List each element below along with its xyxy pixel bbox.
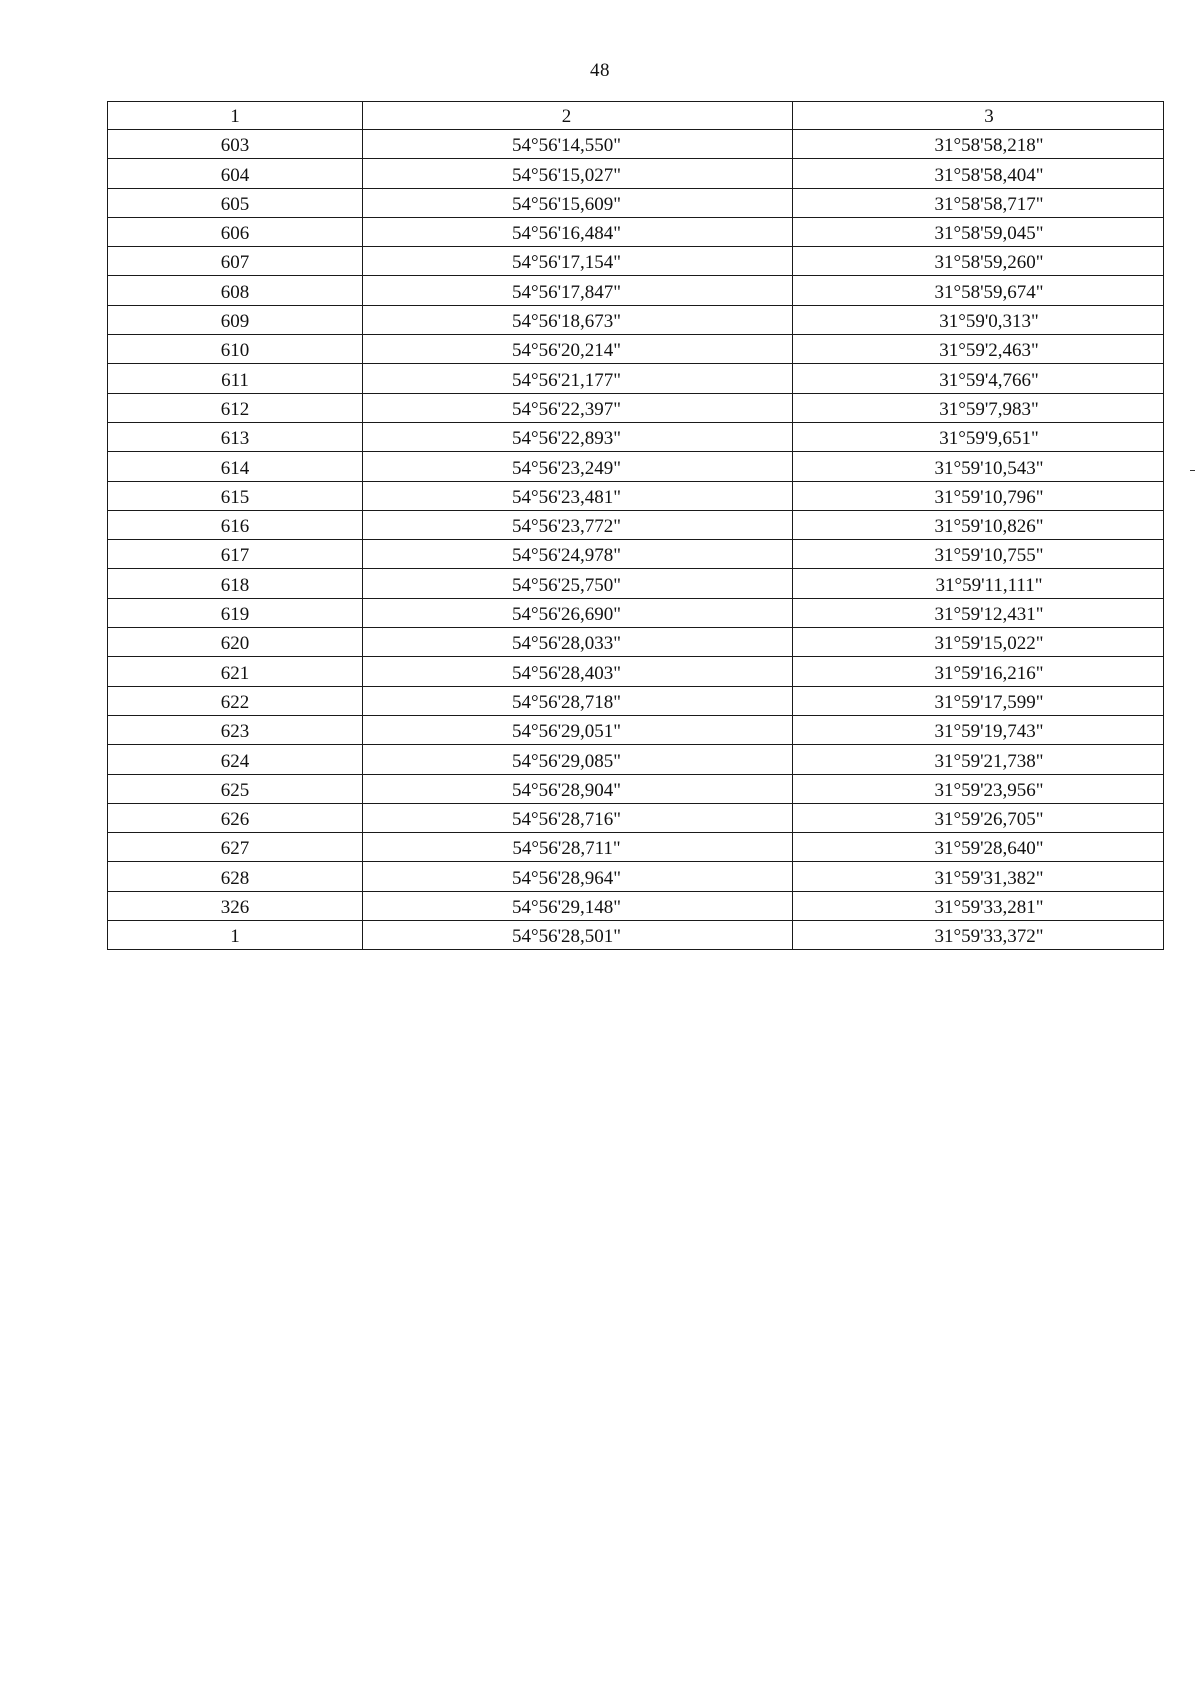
point-number-cell: 618 [108,569,363,598]
longitude-cell: 31°59'10,755" [793,540,1164,569]
latitude-cell: 54°56'18,673" [363,305,793,334]
latitude-cell: 54°56'24,978" [363,540,793,569]
longitude-cell: 31°59'10,826" [793,510,1164,539]
point-number-cell: 621 [108,657,363,686]
latitude-cell: 54°56'16,484" [363,217,793,246]
point-number-cell: 1 [108,921,363,950]
latitude-cell: 54°56'28,964" [363,862,793,891]
table-row [108,715,1164,744]
latitude-cell: 54°56'28,716" [363,803,793,832]
longitude-cell: 31°59'33,372" [793,921,1164,950]
longitude-cell: 31°59'33,281" [793,891,1164,920]
table-row [108,657,1164,686]
longitude-cell: 31°59'26,705" [793,803,1164,832]
point-number-cell: 628 [108,862,363,891]
latitude-cell: 54°56'25,750" [363,569,793,598]
table-row [108,686,1164,715]
point-number-cell: 616 [108,510,363,539]
longitude-cell: 31°59'7,983" [793,393,1164,422]
latitude-cell: 54°56'14,550" [363,130,793,159]
latitude-cell: 54°56'20,214" [363,335,793,364]
longitude-cell: 31°59'0,313" [793,305,1164,334]
point-number-cell: 611 [108,364,363,393]
longitude-cell: 31°59'9,651" [793,422,1164,451]
point-number-cell: 615 [108,481,363,510]
table-row [108,217,1164,246]
latitude-cell: 54°56'23,772" [363,510,793,539]
longitude-cell: 31°59'11,111" [793,569,1164,598]
point-number-cell: 622 [108,686,363,715]
latitude-cell: 54°56'28,718" [363,686,793,715]
latitude-cell: 54°56'28,403" [363,657,793,686]
longitude-cell: 31°59'12,431" [793,598,1164,627]
point-number-cell: 608 [108,276,363,305]
header-cell-longitude: 3 [793,102,1164,130]
latitude-cell: 54°56'15,027" [363,159,793,188]
point-number-cell: 606 [108,217,363,246]
table-row [108,862,1164,891]
longitude-cell: 31°58'58,717" [793,188,1164,217]
table-row [108,452,1164,481]
latitude-cell: 54°56'17,847" [363,276,793,305]
longitude-cell: 31°59'16,216" [793,657,1164,686]
point-number-cell: 612 [108,393,363,422]
table-row [108,891,1164,920]
table-row [108,130,1164,159]
table-row [108,510,1164,539]
longitude-cell: 31°59'15,022" [793,628,1164,657]
table-row [108,628,1164,657]
table-row [108,422,1164,451]
table-row [108,393,1164,422]
latitude-cell: 54°56'29,051" [363,715,793,744]
table-row [108,745,1164,774]
longitude-cell: 31°58'59,045" [793,217,1164,246]
latitude-cell: 54°56'17,154" [363,247,793,276]
page-number: 48 [590,60,610,81]
point-number-cell: 609 [108,305,363,334]
table-row [108,540,1164,569]
point-number-cell: 603 [108,130,363,159]
point-number-cell: 624 [108,745,363,774]
table-row [108,305,1164,334]
table-row [108,481,1164,510]
table-row [108,921,1164,950]
longitude-cell: 31°59'23,956" [793,774,1164,803]
latitude-cell: 54°56'23,249" [363,452,793,481]
longitude-cell: 31°59'28,640" [793,833,1164,862]
latitude-cell: 54°56'28,501" [363,921,793,950]
latitude-cell: 54°56'15,609" [363,188,793,217]
point-number-cell: 623 [108,715,363,744]
table-row [108,833,1164,862]
longitude-cell: 31°59'21,738" [793,745,1164,774]
longitude-cell: 31°58'58,404" [793,159,1164,188]
table-row [108,598,1164,627]
header-cell-point: 1 [108,102,363,130]
margin-mark [1190,470,1195,471]
point-number-cell: 627 [108,833,363,862]
table-header-row [108,102,1164,130]
table-row [108,364,1164,393]
table-row [108,774,1164,803]
table-row [108,188,1164,217]
table-row [108,159,1164,188]
table-row [108,335,1164,364]
latitude-cell: 54°56'26,690" [363,598,793,627]
longitude-cell: 31°59'19,743" [793,715,1164,744]
table-row [108,803,1164,832]
point-number-cell: 617 [108,540,363,569]
longitude-cell: 31°59'31,382" [793,862,1164,891]
longitude-cell: 31°59'10,543" [793,452,1164,481]
latitude-cell: 54°56'28,711" [363,833,793,862]
longitude-cell: 31°58'59,260" [793,247,1164,276]
point-number-cell: 620 [108,628,363,657]
table-row [108,569,1164,598]
latitude-cell: 54°56'22,397" [363,393,793,422]
point-number-cell: 625 [108,774,363,803]
latitude-cell: 54°56'29,085" [363,745,793,774]
latitude-cell: 54°56'28,904" [363,774,793,803]
point-number-cell: 614 [108,452,363,481]
longitude-cell: 31°59'2,463" [793,335,1164,364]
latitude-cell: 54°56'23,481" [363,481,793,510]
point-number-cell: 619 [108,598,363,627]
point-number-cell: 604 [108,159,363,188]
point-number-cell: 326 [108,891,363,920]
point-number-cell: 605 [108,188,363,217]
table-row [108,247,1164,276]
longitude-cell: 31°59'10,796" [793,481,1164,510]
table-row [108,276,1164,305]
longitude-cell: 31°59'4,766" [793,364,1164,393]
point-number-cell: 613 [108,422,363,451]
latitude-cell: 54°56'29,148" [363,891,793,920]
latitude-cell: 54°56'28,033" [363,628,793,657]
longitude-cell: 31°58'59,674" [793,276,1164,305]
longitude-cell: 31°59'17,599" [793,686,1164,715]
coordinates-table [107,101,1164,950]
latitude-cell: 54°56'21,177" [363,364,793,393]
latitude-cell: 54°56'22,893" [363,422,793,451]
point-number-cell: 626 [108,803,363,832]
point-number-cell: 610 [108,335,363,364]
header-cell-latitude: 2 [363,102,793,130]
longitude-cell: 31°58'58,218" [793,130,1164,159]
point-number-cell: 607 [108,247,363,276]
